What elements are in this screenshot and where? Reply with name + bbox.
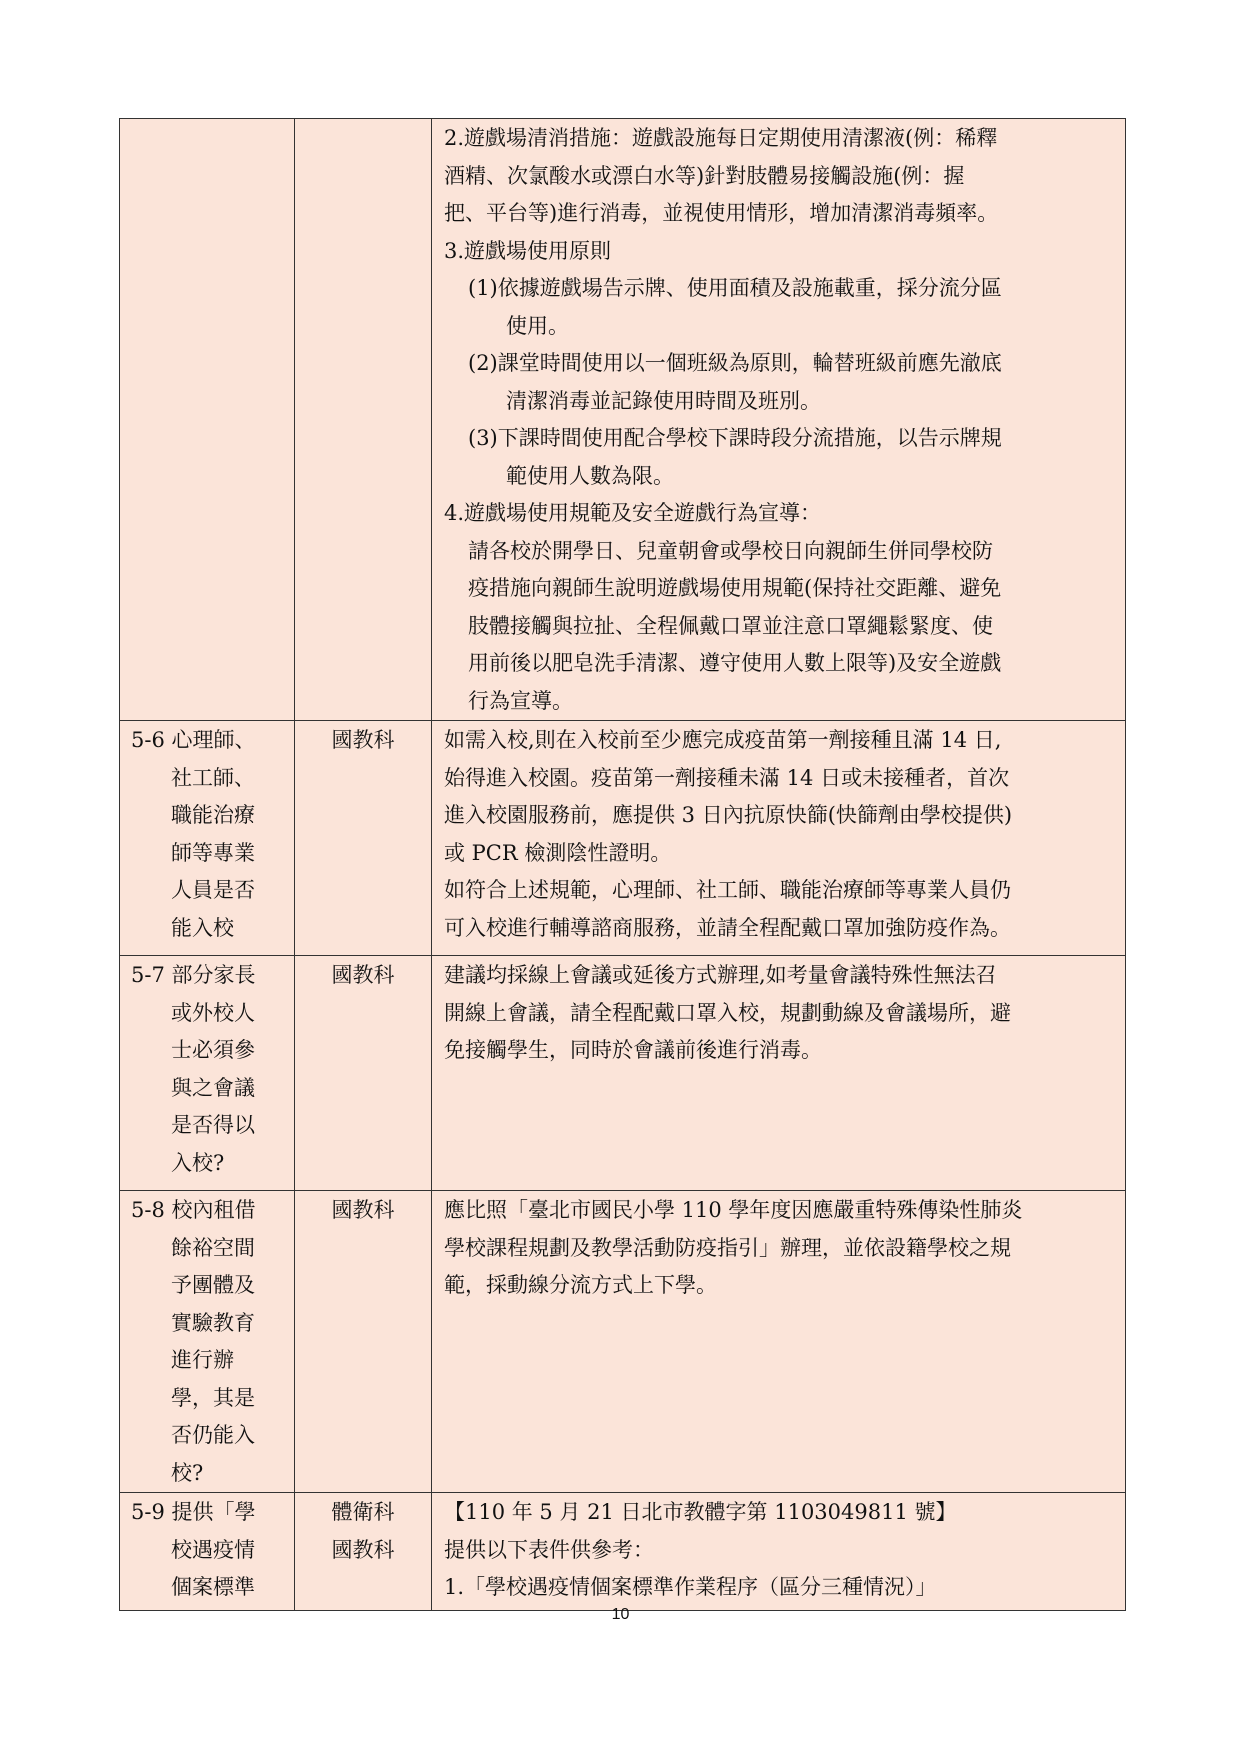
department-line: 國教科 [331,963,395,987]
topic-line: 社工師、 [171,765,255,790]
topic-line: 是否得以 [171,1113,255,1137]
content-line: 開線上會議，請全程配戴口罩入校，規劃動線及會議場所，避 [444,1000,1011,1025]
content-line: 行為宣導。 [468,688,573,713]
content-line: 用前後以肥皂洗手清潔、遵守使用人數上限等)及安全遊戲 [468,651,1002,675]
content-line: 酒精、次氯酸水或漂白水等)針對肢體易接觸設施(例：握 [444,163,965,188]
content-line: 如需入校,則在入校前至少應完成疫苗第一劑接種且滿 14 日, [444,728,1002,752]
topic-line: 與之會議 [171,1075,255,1100]
topic-line: 5-6 心理師、 [131,728,256,752]
topic-line: 餘裕空間 [171,1235,255,1260]
topic-cell [120,721,295,956]
content-line: 建議均採線上會議或延後方式辦理,如考量會議特殊性無法召 [444,963,997,987]
content-line: 學校課程規劃及教學活動防疫指引」辦理，並依設籍學校之規 [444,1235,1011,1260]
department-line: 國教科 [331,1198,395,1222]
content-line: (1)依據遊戲場告示牌、使用面積及設施載重，採分流分區 [468,276,1002,300]
content-line: 免接觸學生，同時於會議前後進行消毒。 [444,1038,822,1062]
topic-line: 校? [171,1460,204,1485]
department-line: 體衛科 [331,1500,395,1524]
content-line: 始得進入校園。疫苗第一劑接種未滿 14 日或未接種者，首次 [444,765,1010,790]
content-line: 1.「學校遇疫情個案標準作業程序（區分三種情況）」 [444,1575,937,1599]
content-line: 可入校進行輔導諮商服務，並請全程配戴口罩加強防疫作為。 [444,915,1011,940]
content-cell [432,956,1126,1191]
topic-cell [120,1191,295,1493]
topic-cell [120,119,295,721]
topic-line: 或外校人 [171,1000,255,1025]
content-cell [432,119,1126,721]
topic-line: 實驗教育 [171,1310,255,1335]
content-line: 請各校於開學日、兒童朝會或學校日向親師生併同學校防 [468,538,993,563]
table-row [120,721,1126,956]
table-row [120,1191,1126,1493]
content-line: 3.遊戲場使用原則 [444,238,612,263]
content-line: 2.遊戲場清消措施：遊戲設施每日定期使用清潔液(例：稀釋 [444,126,998,150]
page-number: 10 [611,1606,630,1623]
content-line: 4.遊戲場使用規範及安全遊戲行為宣導： [444,501,822,525]
content-line: 把、平台等)進行消毒，並視使用情形，增加清潔消毒頻率。 [444,201,999,225]
content-cell [432,1493,1126,1611]
content-line: 清潔消毒並記錄使用時間及班別。 [506,388,821,413]
table-row [120,1493,1126,1611]
topic-cell [120,956,295,1191]
content-line: 範使用人數為限。 [506,463,674,488]
department-cell [295,956,432,1191]
topic-line: 能入校 [171,915,234,940]
topic-line: 入校? [171,1150,225,1175]
content-line: 如符合上述規範，心理師、社工師、職能治療師等專業人員仍 [444,878,1011,902]
topic-line: 5-7 部分家長 [131,963,256,987]
content-line: 使用。 [506,313,569,338]
content-line: (3)下課時間使用配合學校下課時段分流措施，以告示牌規 [468,426,1002,450]
content-line: (2)課堂時間使用以一個班級為原則，輪替班級前應先澈底 [468,351,1002,375]
topic-line: 師等專業 [171,840,255,865]
content-line: 【110 年 5 月 21 日北市教體字第 1103049811 號】 [444,1500,957,1524]
table-body [120,119,1126,1611]
content-line: 範，採動線分流方式上下學。 [444,1273,717,1297]
table-row [120,956,1126,1191]
guidelines-table [119,118,1126,1611]
topic-line: 否仍能入 [171,1423,255,1447]
table-row [120,119,1126,721]
department-cell [295,1191,432,1493]
topic-line: 校遇疫情 [171,1537,255,1562]
department-cell [295,119,432,721]
department-cell [295,1493,432,1611]
content-line: 疫措施向親師生說明遊戲場使用規範(保持社交距離、避免 [468,576,1002,600]
content-line: 進入校園服務前，應提供 3 日內抗原快篩(快篩劑由學校提供) [444,803,1013,827]
topic-cell [120,1493,295,1611]
topic-line: 個案標準 [171,1575,255,1599]
topic-line: 人員是否 [171,878,255,902]
topic-line: 學，其是 [171,1385,255,1410]
content-line: 提供以下表件供參考： [444,1537,654,1562]
content-line: 或 PCR 檢測陰性證明。 [444,840,672,865]
content-line: 肢體接觸與拉扯、全程佩戴口罩並注意口罩繩鬆緊度、使 [468,613,993,638]
department-cell [295,721,432,956]
topic-line: 5-8 校內租借 [131,1198,256,1222]
topic-line: 5-9 提供「學 [131,1500,256,1524]
content-cell [432,721,1126,956]
department-line: 國教科 [331,728,395,752]
topic-line: 予團體及 [171,1273,255,1297]
department-line: 國教科 [331,1537,395,1562]
topic-line: 士必須參 [171,1038,255,1062]
topic-line: 職能治療 [171,803,255,827]
content-cell [432,1191,1126,1493]
content-line: 應比照「臺北市國民小學 110 學年度因應嚴重特殊傳染性肺炎 [444,1198,1023,1222]
topic-line: 進行辦 [171,1348,234,1372]
